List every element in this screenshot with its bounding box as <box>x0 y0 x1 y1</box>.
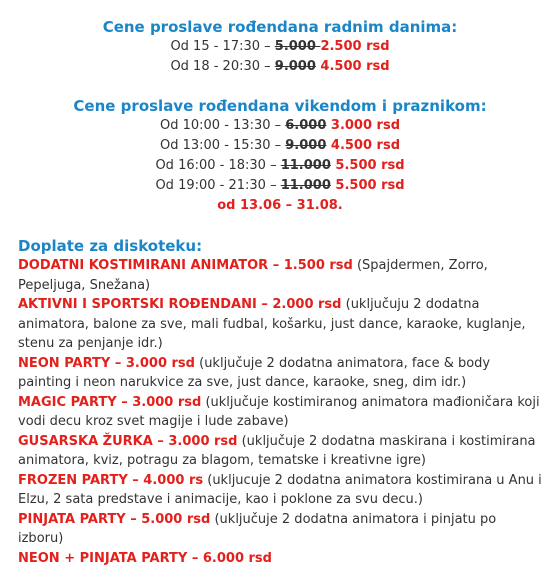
weekend-price-line <box>18 136 542 156</box>
new-price: 2.500 rsd <box>320 39 390 54</box>
price-time: Od 13:00 - 15:30 – <box>159 138 286 153</box>
extra-item <box>18 256 542 295</box>
extra-item-name: AKTIVNI I SPORTSKI ROĐENDANI – 2.000 rsd <box>18 297 342 312</box>
extra-item-name: PINJATA PARTY – 5.000 rsd <box>18 511 211 527</box>
extra-item-name: FROZEN PARTY – 4.000 rs <box>18 472 204 488</box>
extra-item-desc: (uključuje 2 dodatna animatora, face & body painting i neon narukvice za sve, just dance, karaoke, sneg, dim idr.) <box>18 355 491 390</box>
new-price: 3.000 rsd <box>326 118 401 133</box>
old-price: 9.000 <box>274 59 316 74</box>
weekend-title: Cene proslave rođendana vikendom i praznikom: <box>73 97 487 115</box>
extra-item <box>18 393 542 432</box>
weekday-price-line <box>18 37 542 57</box>
weekend-price-line <box>18 116 542 136</box>
weekday-title: Cene proslave rođendana radnim danima: <box>102 18 458 36</box>
old-price: 5.000 <box>274 39 321 54</box>
old-price: 6.000 <box>285 118 327 133</box>
extra-item-desc: (uključuje 2 dodatna animatora i pinjatu po izboru) <box>18 511 497 546</box>
new-price: 5.500 rsd <box>330 158 405 173</box>
old-price: 11.000 <box>280 158 331 173</box>
weekday-price-line <box>18 57 542 77</box>
extra-item-name: MAGIC PARTY – 3.000 rsd <box>18 394 202 410</box>
weekend-section <box>18 96 542 216</box>
extra-item-name: GUSARSKA ŽURKA – 3.000 rsd <box>18 433 238 449</box>
price-time: Od 18 - 20:30 – <box>170 59 275 74</box>
extra-item-desc: (Spajdermen, Zorro, Pepeljuga, Snežana) <box>18 258 488 293</box>
extra-item <box>18 295 542 354</box>
extra-item <box>18 510 542 549</box>
new-price: 4.500 rsd <box>326 138 401 153</box>
extra-item-desc: (uključuje kostimiranog animatora mađioničara koji vodi decu kroz svet magije i lude zabave) <box>18 394 540 429</box>
old-price: 9.000 <box>285 138 327 153</box>
extra-item-desc: (uključuju 2 dodatna animatora, balone za sve, mali fudbal, košarku, just dance, karaoke, kuglanje, stenu za penjanje idr.) <box>18 297 526 351</box>
price-time: Od 15 - 17:30 – <box>170 39 275 54</box>
old-price: 11.000 <box>280 178 331 193</box>
weekday-section <box>18 0 542 77</box>
extra-item <box>18 549 542 569</box>
new-price: 5.500 rsd <box>330 178 405 193</box>
extra-item-name: NEON + PINJATA PARTY – 6.000 rsd <box>18 550 272 566</box>
extra-item-name: NEON PARTY – 3.000 rsd <box>18 355 195 371</box>
extras-section <box>18 236 542 568</box>
weekend-period: od 13.06 – 31.08. <box>217 198 343 213</box>
extra-item-desc: (ukljucuje 2 dodatna animatora kostimirana u Anu i Elzu, 2 sata predstave i animacije, kao i poklone za svu decu.) <box>18 472 542 507</box>
extra-item-name: DODATNI KOSTIMIRANI ANIMATOR – 1.500 rsd <box>18 258 353 273</box>
extra-item <box>18 471 542 510</box>
extra-item <box>18 354 542 393</box>
extras-title: Doplate za diskoteku: <box>18 237 203 255</box>
weekend-price-line <box>18 176 542 196</box>
price-time: Od 16:00 - 18:30 – <box>155 158 281 173</box>
new-price: 4.500 rsd <box>315 59 390 74</box>
extra-item-desc: (uključuje 2 dodatna maskirana i kostimirana animatora, kviz, potragu za blagom, tematske i kreativne igre) <box>18 433 536 468</box>
extra-item <box>18 432 542 471</box>
price-time: Od 10:00 - 13:30 – <box>159 118 286 133</box>
price-time: Od 19:00 - 21:30 – <box>155 178 281 193</box>
weekend-price-line <box>18 156 542 176</box>
